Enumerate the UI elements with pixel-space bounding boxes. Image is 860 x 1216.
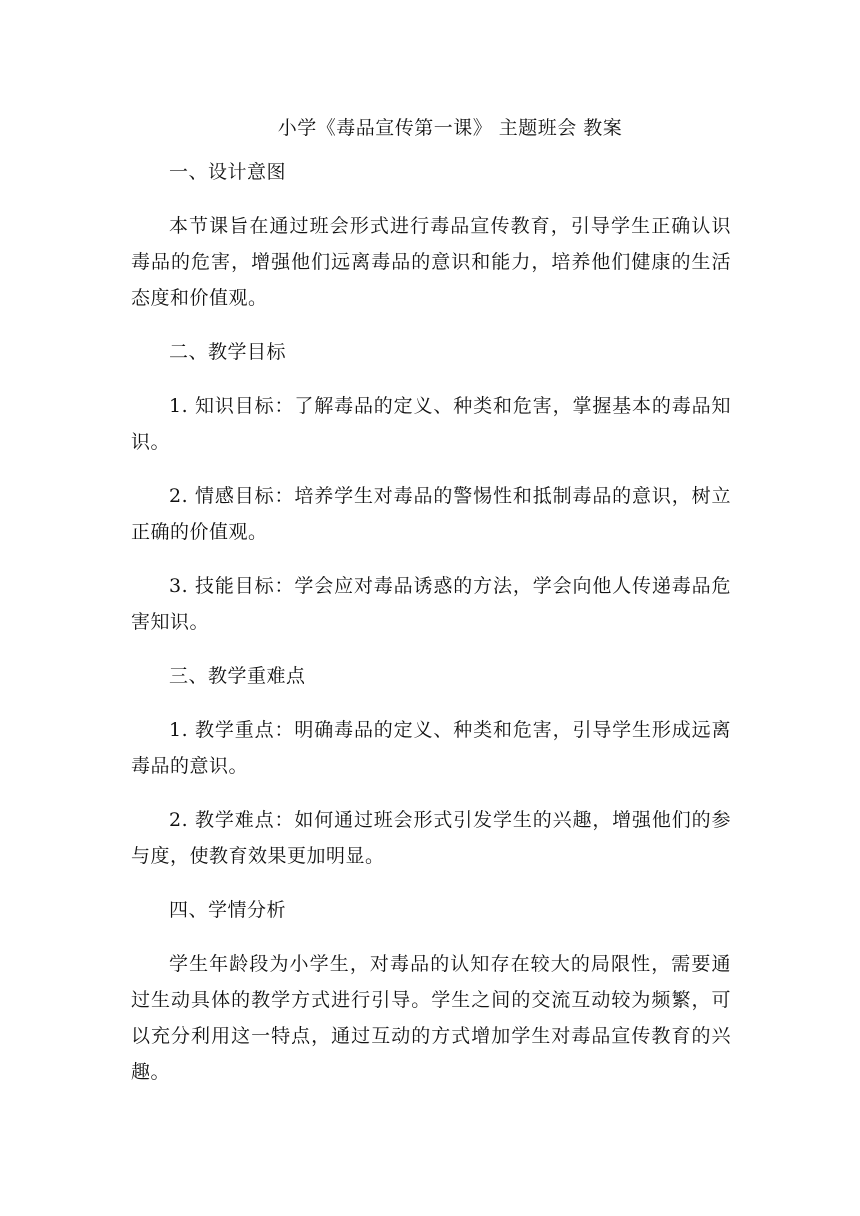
section-heading-key-points: 三、教学重难点 (169, 665, 306, 687)
document-title: 小学《毒品宣传第一课》 主题班会 教案 (277, 117, 623, 139)
paragraph: 1. 知识目标：了解毒品的定义、种类和危害，掌握基本的毒品知识。 (131, 395, 731, 453)
paragraph: 2. 教学难点：如何通过班会形式引发学生的兴趣，增强他们的参与度，使教育效果更加明显。 (131, 809, 731, 867)
section-heading-student-analysis: 四、学情分析 (169, 899, 287, 921)
paragraph: 3. 技能目标：学会应对毒品诱惑的方法，学会向他人传递毒品危害知识。 (131, 575, 731, 633)
paragraph: 1. 教学重点：明确毒品的定义、种类和危害，引导学生形成远离毒品的意识。 (131, 719, 731, 777)
section-heading-teaching-goals: 二、教学目标 (169, 341, 287, 363)
document-body (131, 154, 731, 1108)
paragraph: 学生年龄段为小学生，对毒品的认知存在较大的局限性，需要通过生动具体的教学方式进行引导。学生之间的交流互动较为频繁，可以充分利用这一特点，通过互动的方式增加学生对毒品宣传教育的兴趣。 (131, 953, 731, 1083)
paragraph: 本节课旨在通过班会形式进行毒品宣传教育，引导学生正确认识毒品的危害，增强他们远离毒品的意识和能力，培养他们健康的生活态度和价值观。 (131, 215, 731, 309)
section-heading-design-intent: 一、设计意图 (169, 161, 287, 183)
paragraph: 2. 情感目标：培养学生对毒品的警惕性和抵制毒品的意识，树立正确的价值观。 (131, 485, 731, 543)
